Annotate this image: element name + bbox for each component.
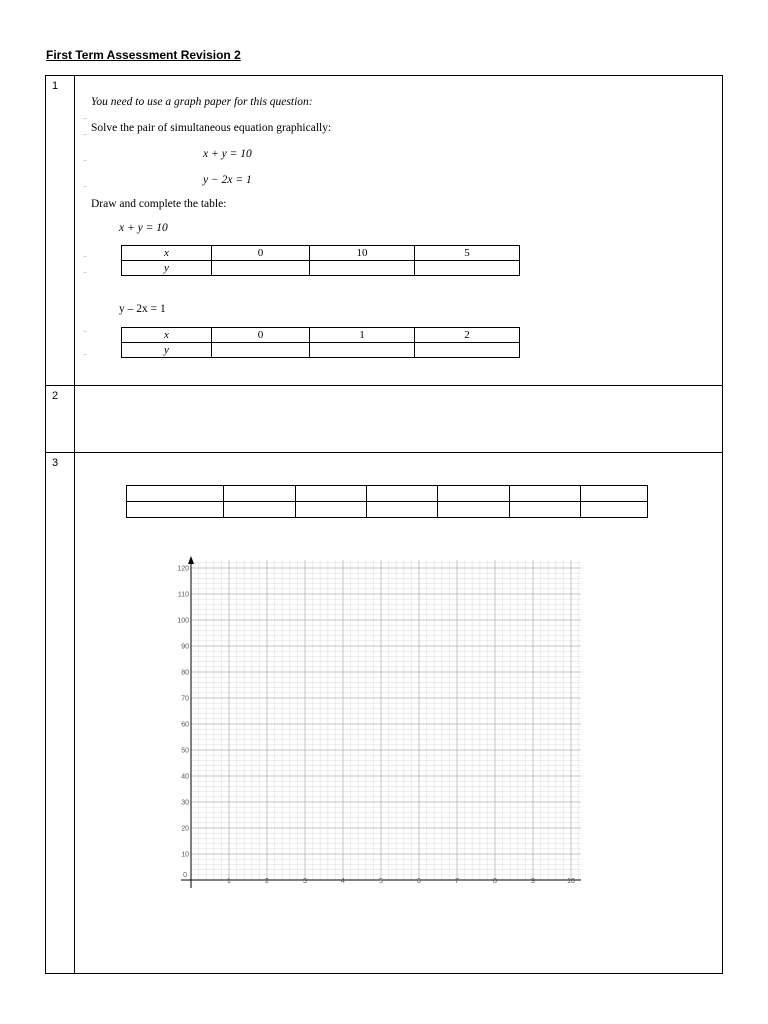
question-content — [75, 76, 722, 385]
question-row-2 — [46, 386, 722, 453]
question-table — [45, 75, 723, 974]
question-row-1 — [46, 76, 722, 386]
question-content[interactable] — [75, 386, 722, 452]
y-tick-label: 90 — [181, 643, 189, 651]
blank-cell[interactable] — [438, 486, 510, 502]
blank-cell[interactable] — [438, 502, 510, 518]
draw-table-text: Draw and complete the table: — [91, 198, 227, 210]
x-tick-label: 6 — [417, 878, 421, 885]
y-answer-cell[interactable] — [415, 343, 520, 358]
y-tick-label: 40 — [181, 773, 189, 781]
x-tick-label: 1 — [227, 878, 231, 885]
y-header-cell: y — [122, 343, 212, 358]
x-tick-label: 8 — [493, 878, 497, 885]
x-value-cell: 5 — [415, 246, 520, 261]
blank-cell[interactable] — [510, 502, 581, 518]
y-tick-label: 110 — [177, 591, 189, 599]
y-tick-label: 20 — [181, 825, 189, 833]
y-answer-cell[interactable] — [212, 343, 310, 358]
x-tick-label: 4 — [341, 878, 345, 885]
y-tick-label: 30 — [181, 799, 189, 807]
x-header-cell: x — [122, 328, 212, 343]
x-tick-label: 2 — [265, 878, 269, 885]
equation-2: y − 2x = 1 — [203, 174, 252, 186]
question-number: 1 — [52, 80, 59, 92]
y-tick-label: 60 — [181, 721, 189, 729]
blank-cell[interactable] — [224, 486, 296, 502]
question-number-cell — [46, 76, 75, 385]
values-table-1 — [121, 245, 520, 276]
question-content — [75, 453, 722, 973]
y-tick-label: 100 — [177, 617, 189, 625]
blank-values-table — [126, 485, 648, 518]
blank-cell[interactable] — [367, 502, 438, 518]
question-number: 3 — [52, 457, 59, 469]
x-value-cell: 10 — [310, 246, 415, 261]
y-answer-cell[interactable] — [212, 261, 310, 276]
x-value-cell: 2 — [415, 328, 520, 343]
equation-1: x + y = 10 — [203, 148, 252, 160]
x-tick-label: 3 — [303, 878, 307, 885]
blank-cell[interactable] — [510, 486, 581, 502]
y-answer-cell[interactable] — [415, 261, 520, 276]
y-tick-label: 50 — [181, 747, 189, 755]
blank-cell[interactable] — [296, 486, 367, 502]
question-number-cell — [46, 453, 75, 973]
y-tick-label: 120 — [177, 565, 189, 573]
x-tick-label: 10 — [567, 878, 575, 885]
graph-paper[interactable] — [171, 550, 591, 900]
x-value-cell: 0 — [212, 328, 310, 343]
blank-cell[interactable] — [224, 502, 296, 518]
blank-cell[interactable] — [367, 486, 438, 502]
table-1-label: x + y = 10 — [119, 222, 168, 234]
table-2-label: y – 2x = 1 — [119, 303, 166, 315]
x-tick-label: 5 — [379, 878, 383, 885]
y-answer-cell[interactable] — [310, 343, 415, 358]
question-row-3 — [46, 453, 722, 973]
blank-cell[interactable] — [296, 502, 367, 518]
x-tick-label: 9 — [531, 878, 535, 885]
y-header-cell: y — [122, 261, 212, 276]
x-value-cell: 0 — [212, 246, 310, 261]
x-tick-label: 7 — [455, 878, 459, 885]
y-tick-label: 10 — [181, 851, 189, 859]
blank-cell[interactable] — [127, 486, 224, 502]
question-number-cell — [46, 386, 75, 452]
blank-cell[interactable] — [581, 486, 648, 502]
blank-cell[interactable] — [127, 502, 224, 518]
x-tick-label: 0 — [183, 872, 187, 879]
x-value-cell: 1 — [310, 328, 415, 343]
y-axis-arrow — [188, 556, 194, 564]
document-title: First Term Assessment Revision 2 — [46, 48, 241, 62]
y-answer-cell[interactable] — [310, 261, 415, 276]
instruction-text: You need to use a graph paper for this question: — [91, 96, 313, 108]
blank-cell[interactable] — [581, 502, 648, 518]
prompt-text: Solve the pair of simultaneous equation graphically: — [91, 122, 332, 134]
y-tick-label: 70 — [181, 695, 189, 703]
values-table-2 — [121, 327, 520, 358]
y-tick-label: 80 — [181, 669, 189, 677]
question-number: 2 — [52, 390, 59, 402]
x-header-cell: x — [122, 246, 212, 261]
